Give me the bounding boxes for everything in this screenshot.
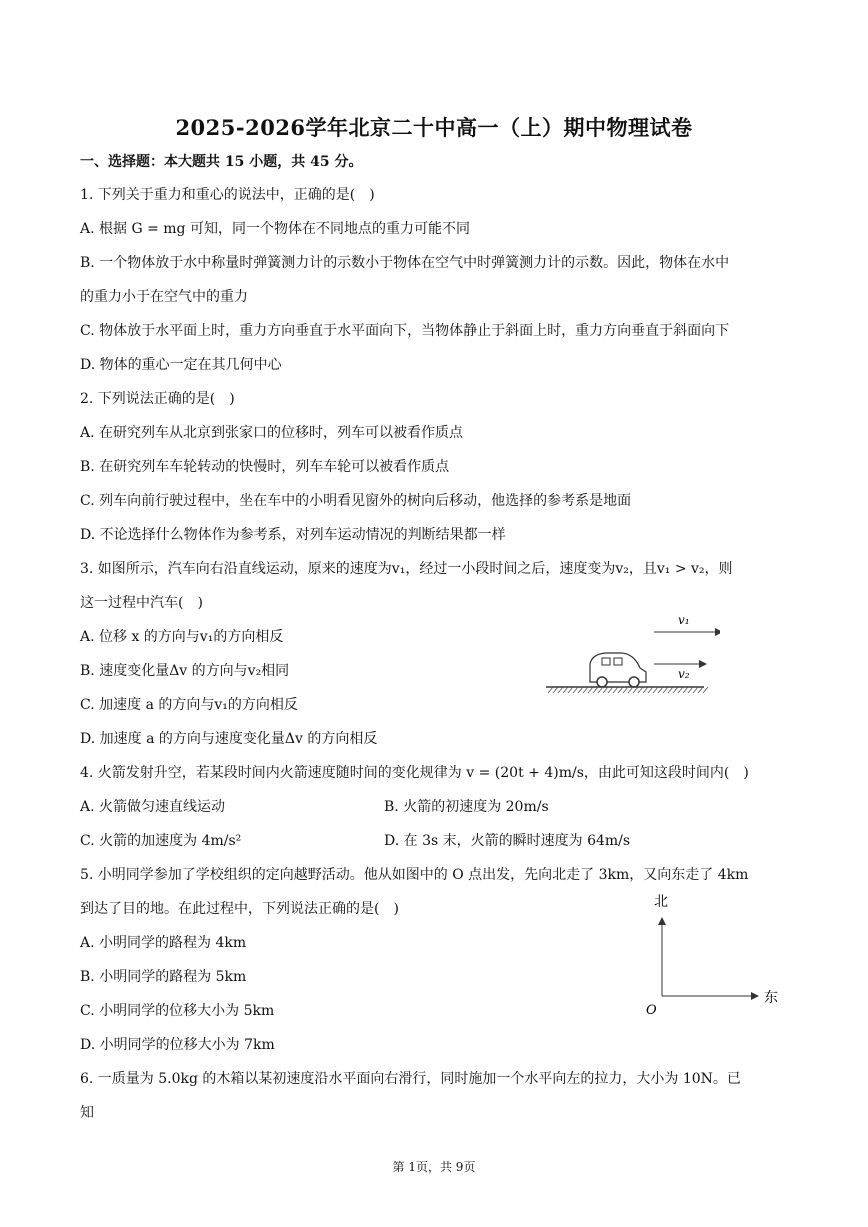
question-2-option-b: B. 在研究列车车轮转动的快慢时，列车车轮可以被看作质点 [80, 459, 450, 475]
hatch-mark [663, 687, 668, 693]
question-3-stem-cont: 这一过程中汽车( ) [80, 595, 203, 611]
ground-hatch [548, 687, 708, 693]
hatch-mark [633, 687, 638, 693]
question-3-option-a: A. 位移 x 的方向与v₁的方向相反 [80, 629, 284, 645]
question-5-option-b: B. 小明同学的路程为 5km [80, 969, 247, 985]
question-3-option-c: C. 加速度 a 的方向与v₁的方向相反 [80, 697, 298, 713]
question-4-option-a: A. 火箭做匀速直线运动 [80, 799, 226, 815]
question-3-stem: 3. 如图所示，汽车向右沿直线运动，原来的速度为v₁，经过一小段时间之后，速度变为v₂，且v₁ > v₂，则 [80, 561, 733, 577]
hatch-mark [598, 687, 603, 693]
question-2-option-d: D. 不论选择什么物体作为参考系，对列车运动情况的判断结果都一样 [80, 527, 506, 543]
car-window [614, 658, 622, 665]
hatch-mark [648, 687, 653, 693]
hatch-mark [673, 687, 678, 693]
page-title: 2025-2026学年北京二十中高一（上）期中物理试卷 [175, 115, 693, 140]
question-5-stem-cont: 到达了目的地。在此过程中，下列说法正确的是( ) [80, 901, 399, 917]
hatch-mark [618, 687, 623, 693]
question-1-option-c: C. 物体放于水平面上时，重力方向垂直于水平面向下，当物体静止于斜面上时，重力方向垂直于斜面向下 [80, 323, 730, 339]
hatch-mark [693, 687, 698, 693]
question-5-option-a: A. 小明同学的路程为 4km [80, 935, 247, 951]
question-1-option-b-cont: 的重力小于在空气中的重力 [80, 289, 248, 305]
hatch-mark [678, 687, 683, 693]
question-4-stem: 4. 火箭发射升空，若某段时间内火箭速度随时间的变化规律为 v = (20t + 4)m/s，由此可知这段时间内( ) [80, 765, 749, 781]
question-5-option-c: C. 小明同学的位移大小为 5km [80, 1003, 275, 1019]
v1-label: v₁ [678, 613, 690, 627]
question-2-stem: 2. 下列说法正确的是( ) [80, 391, 235, 407]
hatch-mark [688, 687, 693, 693]
hatch-mark [703, 687, 708, 693]
hatch-mark [658, 687, 663, 693]
hatch-mark [573, 687, 578, 693]
hatch-mark [568, 687, 573, 693]
hatch-mark [558, 687, 563, 693]
question-2-option-c: C. 列车向前行驶过程中，坐在车中的小明看见窗外的树向后移动，他选择的参考系是地面 [80, 493, 632, 509]
car-wheel [597, 677, 607, 687]
section-heading: 一、选择题：本大题共 15 小题，共 45 分。 [80, 154, 363, 170]
hatch-mark [608, 687, 613, 693]
hatch-mark [553, 687, 558, 693]
question-5-stem: 5. 小明同学参加了学校组织的定向越野活动。他从如图中的 O 点出发，先向北走了 3km，又向东走了 4km [80, 867, 749, 883]
car-window [602, 658, 610, 665]
hatch-mark [578, 687, 583, 693]
question-5-option-d: D. 小明同学的位移大小为 7km [80, 1037, 275, 1053]
hatch-mark [588, 687, 593, 693]
car-wheel [629, 677, 639, 687]
question-6-stem: 6. 一质量为 5.0kg 的木箱以某初速度沿水平面向右滑行，同时施加一个水平向左的拉力，大小为 10N。已 [80, 1071, 741, 1087]
hatch-mark [683, 687, 688, 693]
page-footer: 第 1页，共 9页 [392, 1160, 476, 1174]
hatch-mark [653, 687, 658, 693]
question-4-option-b: B. 火箭的初速度为 20m/s [384, 799, 549, 815]
hatch-mark [593, 687, 598, 693]
hatch-mark [628, 687, 633, 693]
hatch-mark [623, 687, 628, 693]
hatch-mark [563, 687, 568, 693]
hatch-mark [583, 687, 588, 693]
east-label: 东 [764, 990, 778, 1006]
car-figure [540, 610, 720, 695]
hatch-mark [603, 687, 608, 693]
compass-figure [640, 888, 790, 1020]
hatch-mark [698, 687, 703, 693]
v2-label: v₂ [678, 667, 690, 681]
hatch-mark [638, 687, 643, 693]
question-1-stem: 1. 下列关于重力和重心的说法中，正确的是( ) [80, 187, 375, 203]
question-1-option-d: D. 物体的重心一定在其几何中心 [80, 357, 282, 373]
question-6-stem-cont: 知 [80, 1105, 94, 1121]
question-3-option-d: D. 加速度 a 的方向与速度变化量Δv 的方向相反 [80, 731, 378, 747]
question-4-option-c: C. 火箭的加速度为 4m/s² [80, 833, 242, 849]
hatch-mark [668, 687, 673, 693]
question-3-option-b: B. 速度变化量Δv 的方向与v₂相同 [80, 663, 290, 679]
question-2-option-a: A. 在研究列车从北京到张家口的位移时，列车可以被看作质点 [80, 425, 464, 441]
north-label: 北 [654, 894, 668, 910]
question-1-option-b: B. 一个物体放于水中称量时弹簧测力计的示数小于物体在空气中时弹簧测力计的示数。因此，物体在水中 [80, 255, 730, 271]
hatch-mark [643, 687, 648, 693]
hatch-mark [548, 687, 553, 693]
origin-label: O [646, 1003, 657, 1018]
hatch-mark [613, 687, 618, 693]
question-1-option-a: A. 根据 G = mg 可知，同一个物体在不同地点的重力可能不同 [80, 221, 470, 237]
question-4-option-d: D. 在 3s 末，火箭的瞬时速度为 64m/s [384, 833, 631, 849]
